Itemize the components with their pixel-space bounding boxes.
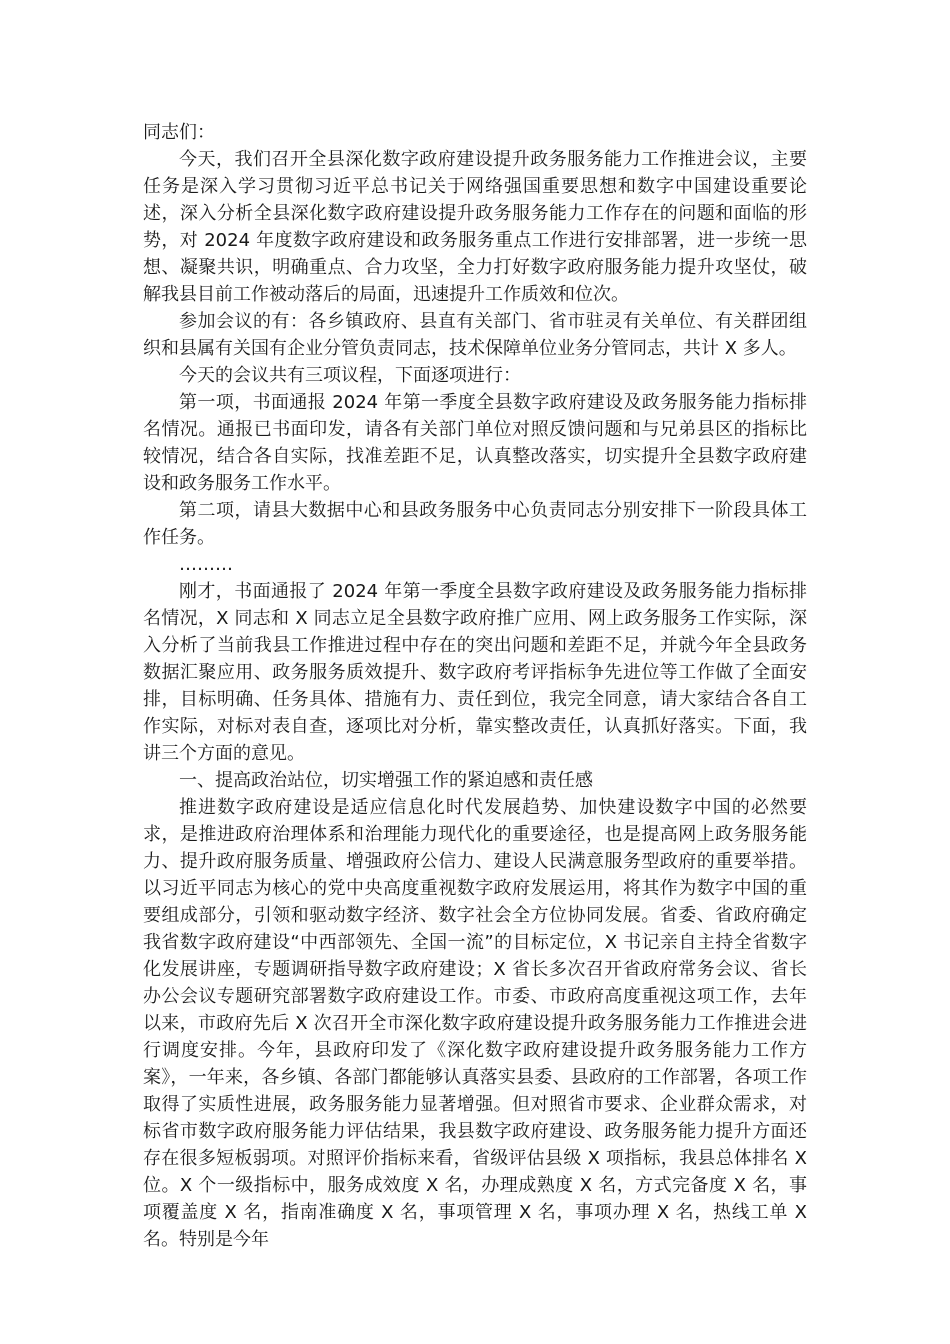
paragraph-summary: 刚才，书面通报了 2024 年第一季度全县数字政府建设及政务服务能力指标排名情况，X 同志和 X 同志立足全县数字政府推广应用、网上政务服务工作实际，深入分析了当前我县工作推进过程中存在的突出问题和差距不足，并就今年全县政务数据汇聚应用、政务服务质效提升、数字政府考评指标争先进位等工作做了全面安排，目标明确、任务具体、措施有力、责任到位，我完全同意，请大家结合各自工作实际，对标对表自查，逐项比对分析，靠实整改责任，认真抓好落实。下面，我讲三个方面的意见。	[143, 581, 807, 764]
salutation: 同志们：	[143, 122, 215, 143]
paragraph-attendees: 参加会议的有：各乡镇政府、县直有关部门、省市驻灵有关单位、有关群团组织和县属有关国有企业分管负责同志，技术保障单位业务分管同志，共计 X 多人。	[143, 311, 807, 359]
paragraph-ellipsis: ………	[179, 554, 233, 575]
paragraph-agenda-intro: 今天的会议共有三项议程，下面逐项进行：	[179, 365, 521, 386]
paragraph-agenda-item-2: 第二项，请县大数据中心和县政务服务中心负责同志分别安排下一阶段具体工作任务。	[143, 500, 807, 548]
paragraph-section-1-body: 推进数字政府建设是适应信息化时代发展趋势、加快建设数字中国的必然要求，是推进政府治理体系和治理能力现代化的重要途径，也是提高网上政务服务能力、提升政府服务质量、增强政府公信力、建设人民满意服务型政府的重要举措。以习近平同志为核心的党中央高度重视数字政府发展运用，将其作为数字中国的重要组成部分，引领和驱动数字经济、数字社会全方位协同发展。省委、省政府确定我省数字政府建设“中西部领先、全国一流”的目标定位，X 书记亲自主持全省数字化发展讲座，专题调研指导数字政府建设；X 省长多次召开省政府常务会议、省长办公会议专题研究部署数字政府建设工作。市委、市政府高度重视这项工作，去年以来，市政府先后 X 次召开全市深化数字政府建设提升政务服务能力工作推进会进行调度安排。今年，县政府印发了《深化数字政府建设提升政务服务能力工作方案》，一年来，各乡镇、各部门都能够认真落实县委、县政府的工作部署，各项工作取得了实质性进展，政务服务能力显著增强。但对照省市要求、企业群众需求，对标省市数字政府服务能力评估结果，我县数字政府建设、政务服务能力提升方面还存在很多短板弱项。对照评价指标来看，省级评估县级 X 项指标，我县总体排名 X 位。X 个一级指标中，服务成效度 X 名，办理成熟度 X 名，方式完备度 X 名，事项覆盖度 X 名，指南准确度 X 名，事项管理 X 名，事项办理 X 名，热线工单 X 名。特别是今年	[143, 797, 807, 1250]
section-heading-1: 一、提高政治站位，切实增强工作的紧迫感和责任感	[179, 770, 593, 791]
paragraph-opening: 今天，我们召开全县深化数字政府建设提升政务服务能力工作推进会议，主要任务是深入学习贯彻习近平总书记关于网络强国重要思想和数字中国建设重要论述，深入分析全县深化数字政府建设提升政务服务能力工作存在的问题和面临的形势，对 2024 年度数字政府建设和政务服务重点工作进行安排部署，进一步统一思想、凝聚共识，明确重点、合力攻坚，全力打好数字政府服务能力提升攻坚仗，破解我县目前工作被动落后的局面，迅速提升工作质效和位次。	[143, 149, 807, 305]
document-page	[143, 119, 807, 1253]
paragraph-agenda-item-1: 第一项，书面通报 2024 年第一季度全县数字政府建设及政务服务能力指标排名情况。通报已书面印发，请各有关部门单位对照反馈问题和与兄弟县区的指标比较情况，结合各自实际，找准差距不足，认真整改落实，切实提升全县数字政府建设和政务服务工作水平。	[143, 392, 807, 494]
